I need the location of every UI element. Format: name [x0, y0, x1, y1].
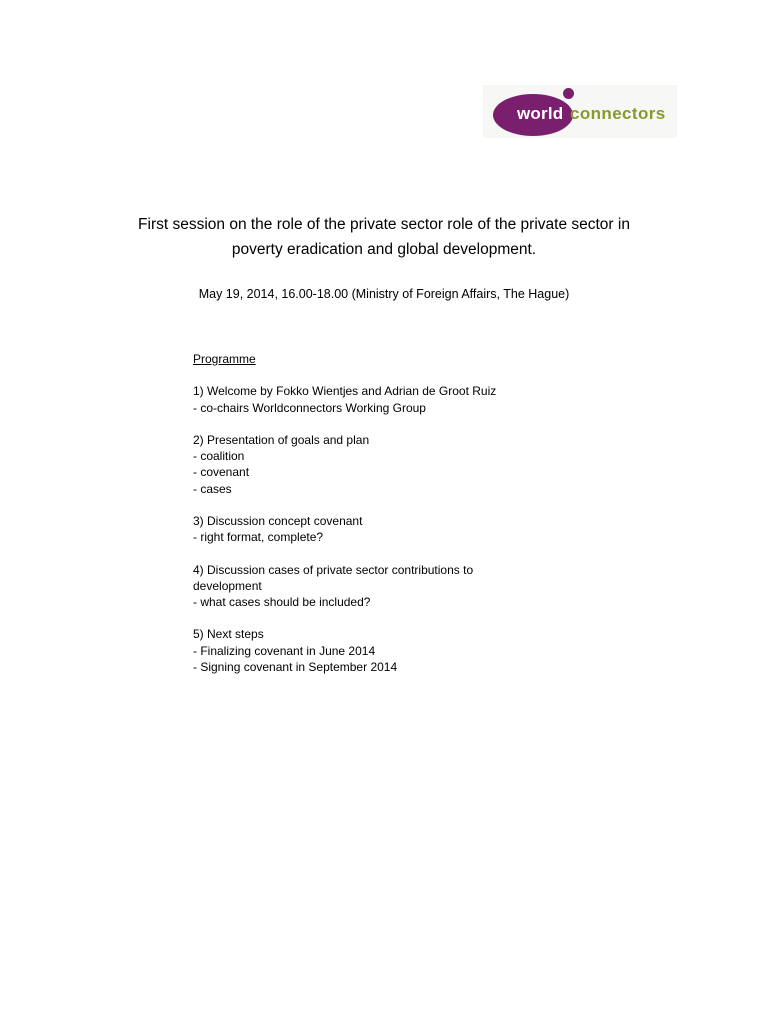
- programme-line: development: [193, 578, 262, 593]
- programme-line: 1) Welcome by Fokko Wientjes and Adrian de Groot Ruiz: [193, 384, 497, 399]
- programme-line: - Signing covenant in September 2014: [193, 659, 398, 674]
- spacer: [193, 367, 553, 383]
- programme-item-1: [193, 383, 553, 415]
- worldconnectors-logo: [483, 85, 677, 138]
- spacer: [193, 610, 553, 626]
- programme-item-5: [193, 626, 553, 675]
- programme-item-2: [193, 432, 553, 497]
- spacer: [193, 416, 553, 432]
- programme-line: 4) Discussion cases of private sector contributions to: [193, 562, 474, 577]
- programme-line: 3) Discussion concept covenant: [193, 513, 363, 528]
- programme-item-3: [193, 513, 553, 545]
- programme-item-4: [193, 562, 553, 611]
- logo-dot: [563, 88, 574, 99]
- programme-line: - co-chairs Worldconnectors Working Group: [193, 400, 426, 415]
- spacer: [193, 545, 553, 561]
- event-date-location: May 19, 2014, 16.00-18.00 (Ministry of Foreign Affairs, The Hague): [198, 287, 570, 301]
- programme-line: - cases: [193, 481, 232, 496]
- title-line-1: First session on the role of the private sector role of the private sector in: [138, 216, 630, 233]
- logo-connectors-text: connectors: [570, 104, 666, 123]
- programme-line: - coalition: [193, 449, 245, 464]
- programme-section: [193, 351, 553, 675]
- programme-heading: Programme: [193, 352, 256, 366]
- programme-line: - right format, complete?: [193, 530, 324, 545]
- title-line-2: poverty eradication and global development.: [231, 241, 537, 258]
- programme-line: 2) Presentation of goals and plan: [193, 432, 370, 447]
- spacer: [193, 497, 553, 513]
- document-title: [100, 212, 668, 262]
- logo-word-text: world: [517, 104, 564, 123]
- programme-line: 5) Next steps: [193, 627, 264, 642]
- programme-line: - Finalizing covenant in June 2014: [193, 643, 376, 658]
- programme-line: - covenant: [193, 465, 250, 480]
- programme-line: - what cases should be included?: [193, 594, 371, 609]
